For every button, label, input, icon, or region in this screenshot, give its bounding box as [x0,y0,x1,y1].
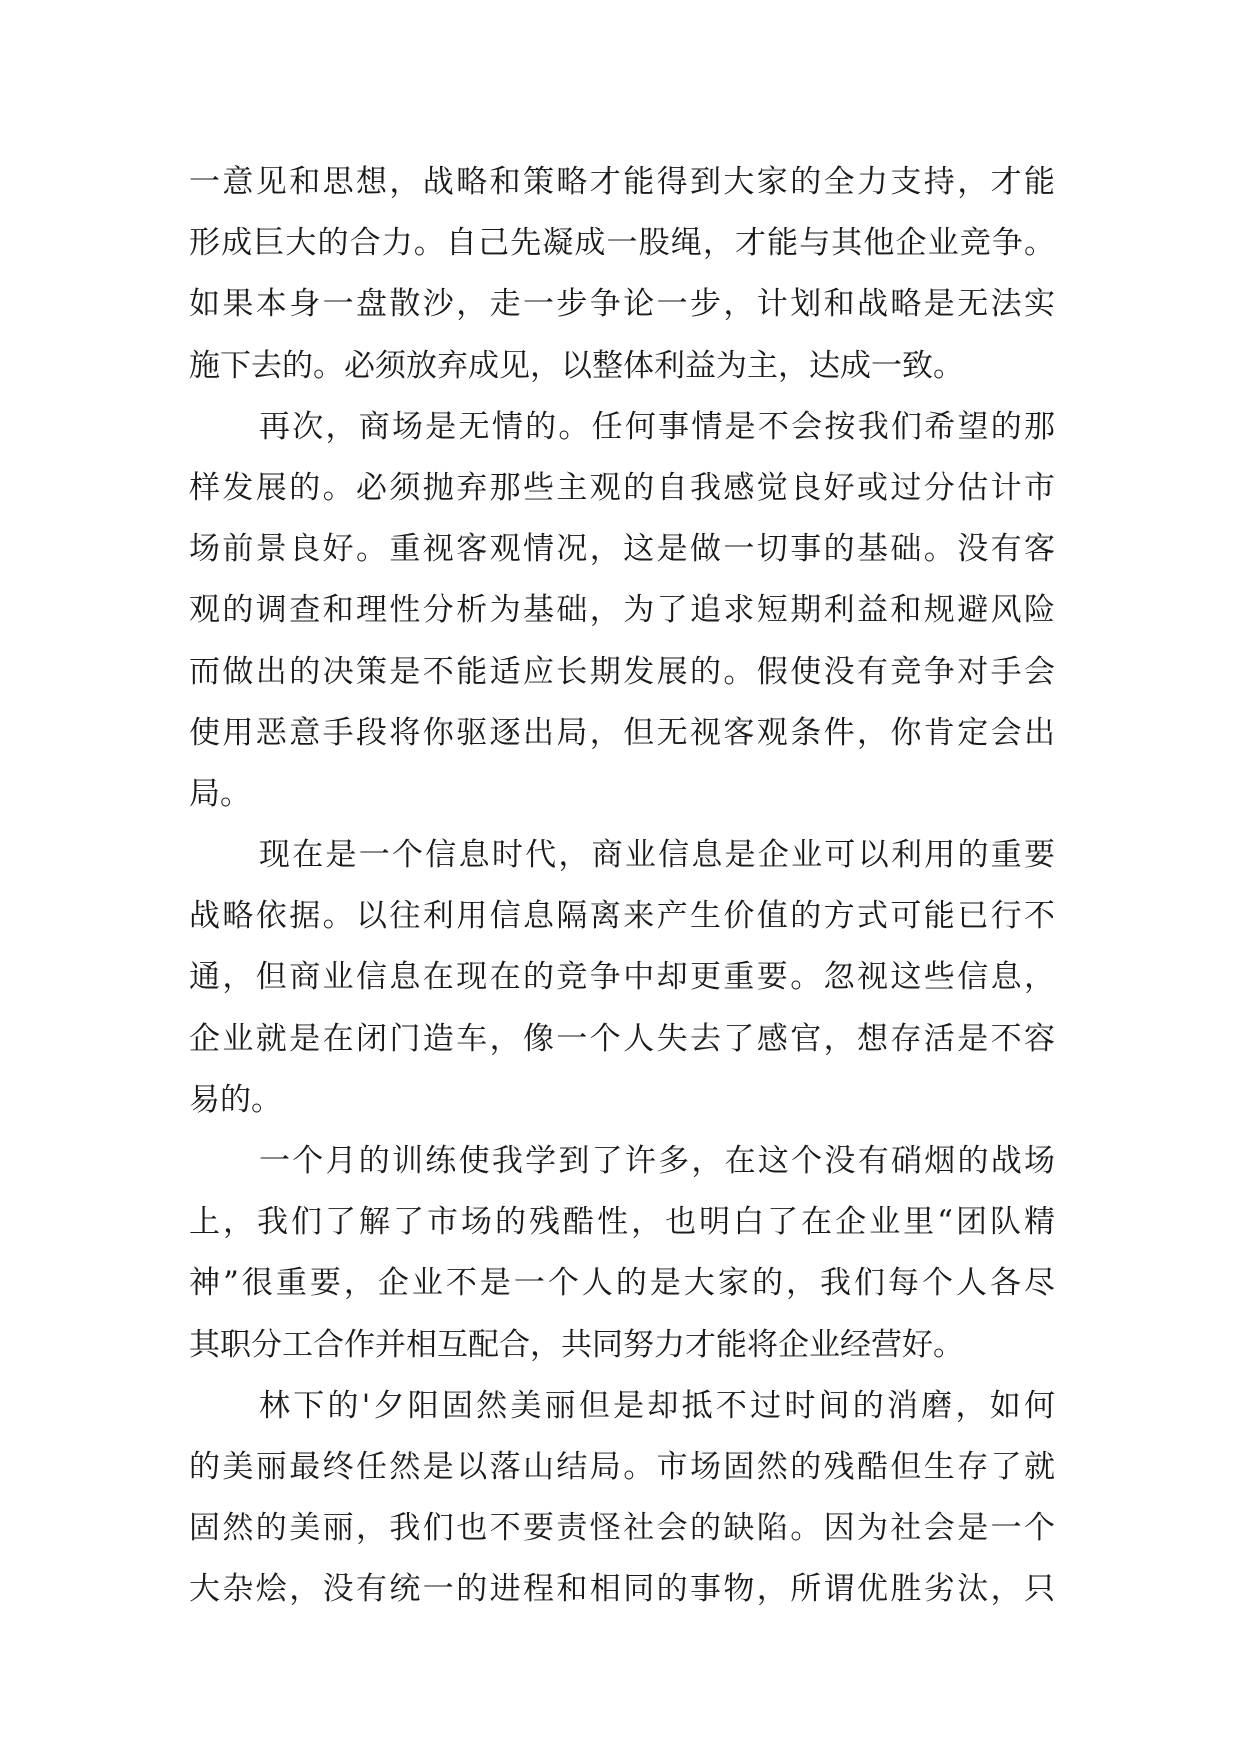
text-line: 战略依据。以往利用信息隔离来产生价值的方式可能已行不 [189,898,1055,935]
text-line: 的美丽最终任然是以落山结局。市场固然的残酷但生存了就 [189,1448,1055,1485]
text-line: 而做出的决策是不能适应长期发展的。假使没有竞争对手会 [189,653,1055,690]
text-line: 林下的'夕阳固然美丽但是却抵不过时间的消磨，如何 [259,1387,1055,1424]
text-line: 一个月的训练使我学到了许多，在这个没有硝烟的战场 [259,1143,1055,1179]
text-line: 观的调查和理性分析为基础，为了追求短期利益和规避风险 [189,592,1055,629]
text-line: 形成巨大的合力。自己先凝成一股绳，才能与其他企业竞争。 [189,225,1055,262]
document-body [189,152,1055,1621]
text-line: 施下去的。必须放弃成见，以整体利益为主，达成一致。 [189,347,964,384]
text-line: 企业就是在闭门造车，像一个人失去了感官，想存活是不容 [189,1020,1055,1057]
text-line: 现在是一个信息时代，商业信息是企业可以利用的重要 [259,837,1055,874]
text-line: 其职分工合作并相互配合，共同努力才能将企业经营好。 [189,1326,964,1363]
text-line: 局。 [189,775,251,812]
text-line: 如果本身一盘散沙，走一步争论一步，计划和战略是无法实 [189,286,1055,323]
text-line: 易的。 [189,1081,282,1118]
text-line: 神”很重要，企业不是一个人的是大家的，我们每个人各尽 [189,1265,1055,1302]
text-line: 大杂烩，没有统一的进程和相同的事物，所谓优胜劣汰，只 [189,1571,1055,1608]
text-line: 固然的美丽，我们也不要责怪社会的缺陷。因为社会是一个 [189,1510,1055,1547]
text-line: 上，我们了解了市场的残酷性，也明白了在企业里“团队精 [189,1204,1055,1241]
text-line: 使用恶意手段将你驱逐出局，但无视客观条件，你肯定会出 [189,714,1055,751]
text-line: 再次，商场是无情的。任何事情是不会按我们希望的那 [259,408,1055,445]
text-line: 场前景良好。重视客观情况，这是做一切事的基础。没有客 [189,531,1055,568]
text-line: 一意见和思想，战略和策略才能得到大家的全力支持，才能 [189,164,1055,200]
text-line: 通，但商业信息在现在的竞争中却更重要。忽视这些信息， [189,959,1055,996]
text-line: 样发展的。必须抛弃那些主观的自我感觉良好或过分估计市 [189,469,1055,506]
